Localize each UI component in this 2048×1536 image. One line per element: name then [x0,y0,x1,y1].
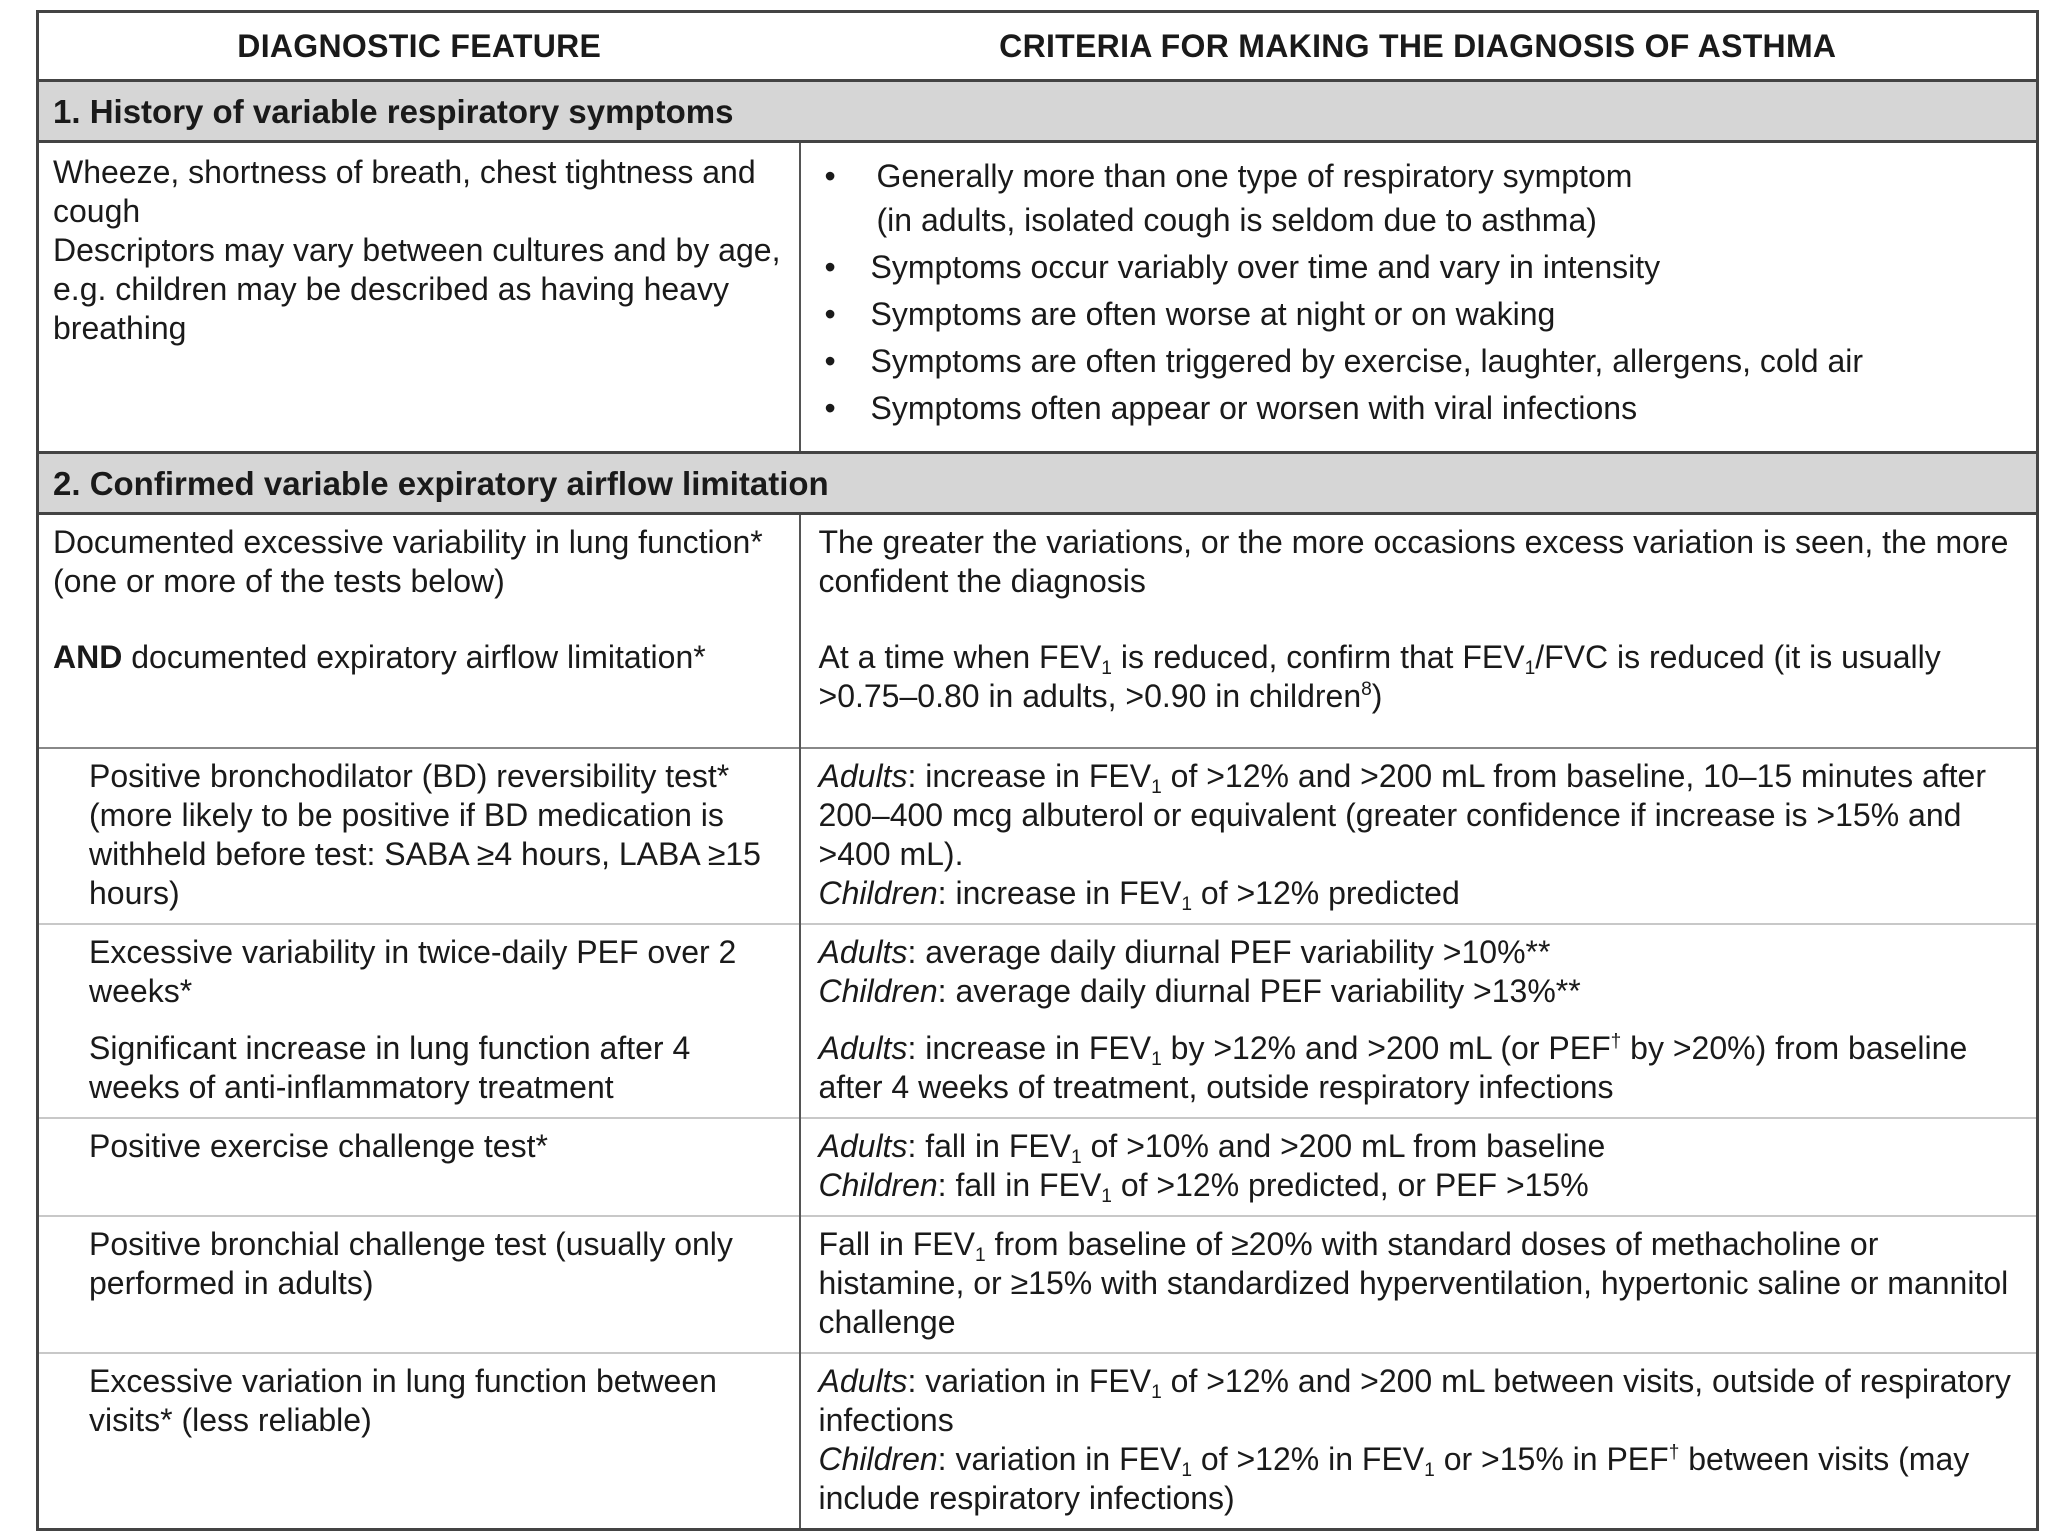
symptoms-criteria-cell [800,142,2038,453]
section-1-header [38,81,2038,142]
header-diagnostic-feature: DIAGNOSTIC FEATURE [38,12,800,81]
exercise-test-cell: Positive exercise challenge test* [38,1118,800,1216]
visits-criteria-cell: Adults: variation in $FEV_1$ of >12% and >200 mL between visits, outside of respiratory infections Children: variation in $FEV_1$ of >12% in $FEV_1$ or >15% in PEF† between visits (may include respiratory infections) [800,1353,2038,1530]
section-2-title: 2. Confirmed variable expiratory airflow limitation [38,453,2038,514]
symptoms-descriptors-text: Descriptors may vary between cultures and by age, e.g. children may be described as having heavy breathing [53,232,781,346]
pef-criteria-cell: Adults: average daily diurnal PEF variability >10%** Children: average daily diurnal PEF variability >13%** Adults: increase in $FEV_1$ by >12% and >200 mL (or PEF† by >20%) from baseline after 4 weeks of treatment, outside respiratory infections [800,924,2038,1118]
section-2-header [38,453,2038,514]
symptom-bullet-list [801,143,2037,432]
table-row [38,1118,2038,1216]
bd-test-cell: Positive bronchodilator (BD) reversibility test* (more likely to be positive if BD medication is withheld before test: SABA ≥4 hours, LABA ≥15 hours) [38,748,800,924]
table-row [38,514,2038,749]
list-item: • Symptoms occur variably over time and vary in intensity [801,244,2037,291]
bullet-icon: • [824,343,836,379]
treatment-criteria-text: Adults: increase in $FEV_1$ by >12% and >200 mL (or PEF† by >20%) from baseline after 4 weeks of treatment, outside respiratory infections [818,1030,1968,1105]
table-row [38,1216,2038,1353]
bd-criteria-cell: Adults: increase in $FEV_1$ of >12% and >200 mL from baseline, 10–15 minutes after 200–400 mcg albuterol or equivalent (greater confidence if increase is >15% and >400 mL). Children: increase in $FEV_1$ of >12% predicted [800,748,2038,924]
treatment-test-text: Significant increase in lung function after 4 weeks of anti-inflammatory treatment [89,1030,691,1105]
table-row [38,1353,2038,1530]
table-row [38,748,2038,924]
table-row [38,924,2038,1118]
list-item: • Symptoms are often worse at night or on waking [801,291,2037,338]
exercise-criteria-cell: Adults: fall in $FEV_1$ of >10% and >200 mL from baseline Children: fall in $FEV_1$ of >12% predicted, or PEF >15% [800,1118,2038,1216]
airflow-limitation-text: AND documented expiratory airflow limitation* [53,639,706,675]
greater-variations-text: The greater the variations, or the more occasions excess variation is seen, the more confident the diagnosis [818,524,2009,599]
pef-test-cell: Excessive variability in twice-daily PEF over 2 weeks* Significant increase in lung function after 4 weeks of anti-inflammatory treatment [38,924,800,1118]
list-item: • Symptoms are often triggered by exercise, laughter, allergens, cold air [801,338,2037,385]
asthma-diagnosis-table [36,10,2039,1531]
symptoms-feature-text: Wheeze, shortness of breath, chest tightness and cough [53,154,756,229]
table-row [38,142,2038,453]
list-item: • Generally more than one type of respiratory symptom [801,153,2037,200]
bronchial-test-cell: Positive bronchial challenge test (usually only performed in adults) [38,1216,800,1353]
diagnosis-criteria-sheet [36,10,2034,1522]
symptoms-feature-cell [38,142,800,453]
header-criteria: CRITERIA FOR MAKING THE DIAGNOSIS OF ASTHMA [800,12,2038,81]
bullet-icon: • [824,390,836,426]
bullet-icon: • [824,158,836,194]
list-item: • Symptoms often appear or worsen with viral infections [801,385,2037,432]
visits-test-cell: Excessive variation in lung function between visits* (less reliable) [38,1353,800,1530]
section-1-title: 1. History of variable respiratory symptoms [38,81,2038,142]
bronchial-criteria-cell: Fall in $FEV_1$ from baseline of ≥20% with standard doses of methacholine or histamine, or ≥15% with standardized hyperventilation, hypertonic saline or mannitol challenge [800,1216,2038,1353]
bullet-icon: • [824,249,836,285]
fev1-fvc-text: At a time when $FEV_1$ is reduced, confirm that $FEV_1$/FVC is reduced (it is usually >0.75–0.80 in adults, >0.90 in children$^8$) [818,639,1941,714]
variability-text: Documented excessive variability in lung function* (one or more of the tests below) [53,524,763,599]
table-header-row [38,12,2038,81]
list-item-continuation: (in adults, isolated cough is seldom due to asthma) [876,202,1597,238]
bullet-icon: • [824,296,836,332]
airflow-feature-cell [38,514,800,749]
airflow-criteria-cell [800,514,2038,749]
